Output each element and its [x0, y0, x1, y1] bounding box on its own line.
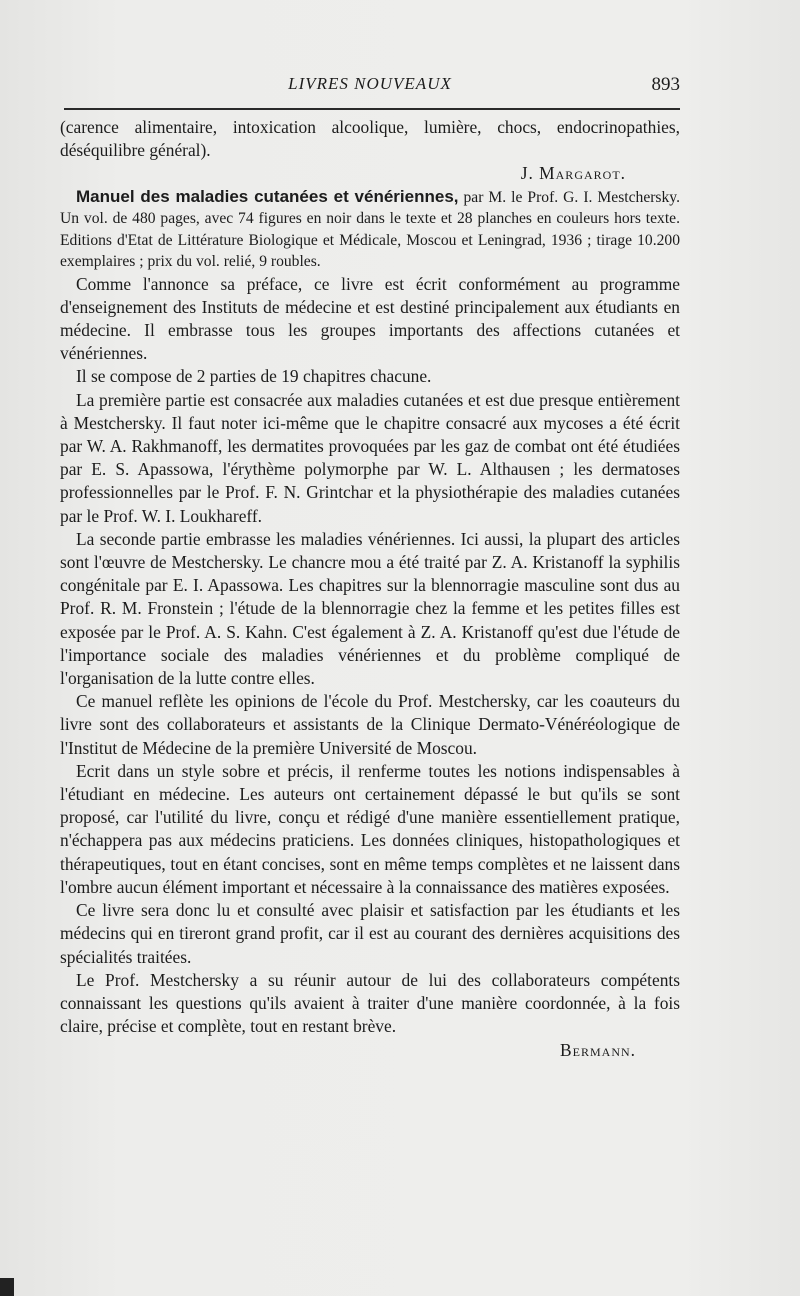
previous-review-signature: J. Margarot. — [520, 163, 626, 184]
review-paragraph-3: La première partie est consacrée aux maladies cutanées et est due presque entièrement à Mestchersky. Il faut noter ici-même que le chapitre consacré aux mycoses a été écrit par W. A. Rakhmanoff, les dermatites provoquées par les gaz de combat ont été étudiées par E. S. Apassowa, l'érythème polymorphe par W. L. Althausen ; les dermatoses professionnelles par le Prof. F. N. Grintchar et la physiothérapie des maladies cutanées par le Prof. W. I. Loukhareff. — [60, 389, 680, 526]
review-paragraph-1: Comme l'annonce sa préface, ce livre est écrit conformément au programme d'enseignement des Instituts de médecine et est destiné principalement aux étudiants en médecine. Il embrasse tous les groupes importants des affections cutanées et vénériennes. — [60, 273, 680, 364]
review-paragraph-4: La seconde partie embrasse les maladies vénériennes. Ici aussi, la plupart des articles sont l'œuvre de Mestchersky. Le chancre mou a été traité par Z. A. Kristanoff la syphilis congénitale par E. I. Apassowa. Les chapitres sur la blennorragie masculine sont dus au Prof. R. M. Fronstein ; l'étude de la blennorragie chez la femme et les petites filles est exposée par le Prof. A. S. Kahn. C'est également à Z. A. Kristanoff qu'est due l'étude de l'importance sociale des maladies vénériennes et du problème compliqué de l'organisation de la lutte contre elles. — [60, 528, 680, 689]
review-signature: Bermann. — [560, 1040, 636, 1061]
book-details: par M. le Prof. G. I. Mestchersky. Un vol. de 480 pages, avec 74 figures en noir dans le texte et 28 planches en couleurs hors texte. Editions d'Etat de Littérature Biologique et Médicale, Moscou et Leningrad, 1936 ; tirage 10.200 exemplaires ; prix du vol. relié, 9 roubles. — [60, 188, 680, 271]
review-paragraph-6: Ecrit dans un style sobre et précis, il renferme toutes les notions indispensables à l'étudiant en médecine. Les auteurs ont certainement dépassé le but qu'ils se sont proposé, car l'utilité du livre, conçu et rédigé d'une manière essentiellement pratique, n'échappera pas aux médecins praticiens. Les données cliniques, histopathologiques et thérapeutiques, tout en étant concises, sont en même temps complètes et ne laissent dans l'ombre aucun élément important et nécessaire à la connaissance des matières exposées. — [60, 760, 680, 897]
review-paragraph-5: Ce manuel reflète les opinions de l'école du Prof. Mestchersky, car les coauteurs du livre sont des collaborateurs et assistants de la Clinique Dermato-Vénéréologique de l'Institut de Médecine de la première Université de Moscou. — [60, 691, 680, 758]
review-paragraph-8: Le Prof. Mestchersky a su réunir autour de lui des collaborateurs compétents connaissant les questions qu'ils avaient à traiter d'une manière coordonnée, à la fois claire, précise et complète, tout en restant brève. — [60, 969, 680, 1037]
running-title: LIVRES NOUVEAUX — [288, 74, 452, 93]
review-paragraph-7: Ce livre sera donc lu et consulté avec plaisir et satisfaction par les étudiants et les médecins qui en tireront grand profit, car il est au courant des dernières acquisitions des spécialités traitées. — [60, 900, 680, 967]
review-entry — [60, 186, 680, 273]
previous-review-end: (carence alimentaire, intoxication alcoolique, lumière, chocs, endocrinopathies, déséquilibre général). — [60, 117, 680, 161]
page-number: 893 — [651, 74, 680, 95]
previous-review-signature-line — [60, 162, 680, 185]
book-title: Manuel des maladies cutanées et vénériennes, — [76, 186, 459, 206]
page-body — [60, 116, 680, 1063]
review-paragraph-2: Il se compose de 2 parties de 19 chapitres chacune. — [76, 366, 432, 387]
running-header — [60, 72, 680, 96]
scan-edge-mark — [0, 1278, 14, 1296]
header-rule — [64, 108, 680, 110]
